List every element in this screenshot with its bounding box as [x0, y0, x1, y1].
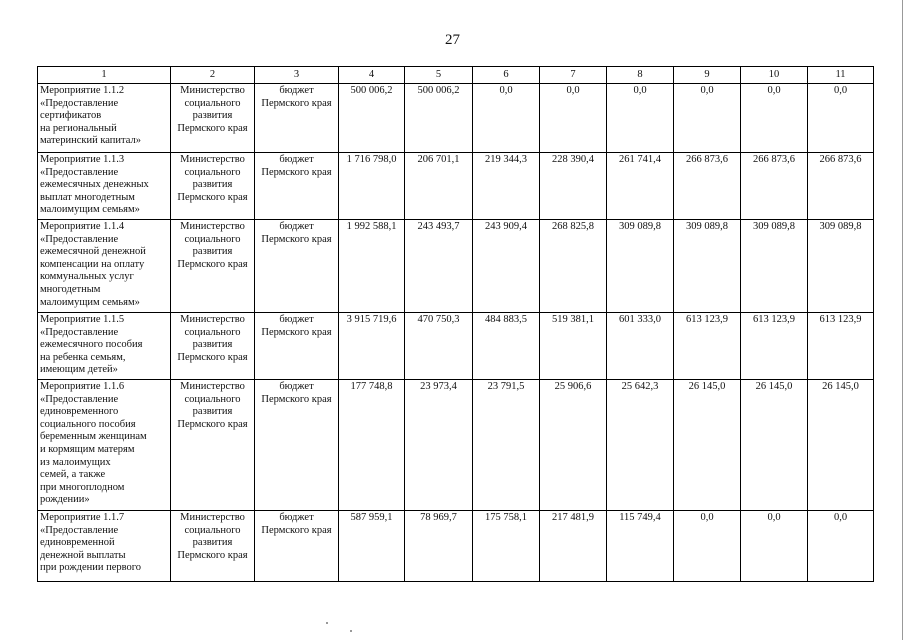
activity-name: Мероприятие 1.1.5 «Предоставление ежемесячного пособия на ребенка семьям, имеющим детей»	[38, 313, 171, 380]
total-value: 500 006,2	[339, 84, 405, 153]
year-value: 309 089,8	[674, 220, 741, 313]
year-value: 23 791,5	[473, 380, 540, 511]
year-value: 0,0	[674, 84, 741, 153]
total-value: 1 716 798,0	[339, 153, 405, 220]
column-number: 8	[607, 67, 674, 84]
column-number: 10	[741, 67, 808, 84]
year-value: 0,0	[808, 511, 874, 582]
column-number: 7	[540, 67, 607, 84]
year-value: 0,0	[741, 84, 808, 153]
year-value: 500 006,2	[405, 84, 473, 153]
year-value: 601 333,0	[607, 313, 674, 380]
activity-name: Мероприятие 1.1.2 «Предоставление сертификатов на региональный материнский капитал»	[38, 84, 171, 153]
activity-name: Мероприятие 1.1.4 «Предоставление ежемесячной денежной компенсации на оплату коммунальных услуг многодетным малоимущим семьям»	[38, 220, 171, 313]
year-value: 261 741,4	[607, 153, 674, 220]
scan-edge-line	[902, 0, 903, 640]
year-value: 309 089,8	[808, 220, 874, 313]
table-row	[38, 153, 874, 220]
year-value: 0,0	[674, 511, 741, 582]
column-number: 4	[339, 67, 405, 84]
year-value: 266 873,6	[741, 153, 808, 220]
column-number: 2	[171, 67, 255, 84]
year-value: 115 749,4	[607, 511, 674, 582]
year-value: 0,0	[808, 84, 874, 153]
year-value: 78 969,7	[405, 511, 473, 582]
year-value: 26 145,0	[741, 380, 808, 511]
year-value: 613 123,9	[741, 313, 808, 380]
funding-source: бюджет Пермского края	[255, 84, 339, 153]
total-value: 3 915 719,6	[339, 313, 405, 380]
year-value: 219 344,3	[473, 153, 540, 220]
funding-source: бюджет Пермского края	[255, 153, 339, 220]
year-value: 613 123,9	[808, 313, 874, 380]
responsible-executor: Министерство социального развития Пермского края	[171, 153, 255, 220]
year-value: 0,0	[473, 84, 540, 153]
funding-source: бюджет Пермского края	[255, 380, 339, 511]
activity-name: Мероприятие 1.1.7 «Предоставление единовременной денежной выплаты при рождении первого	[38, 511, 171, 582]
year-value: 175 758,1	[473, 511, 540, 582]
column-number: 6	[473, 67, 540, 84]
year-value: 309 089,8	[741, 220, 808, 313]
year-value: 25 642,3	[607, 380, 674, 511]
scan-speck	[326, 622, 328, 624]
year-value: 613 123,9	[674, 313, 741, 380]
year-value: 470 750,3	[405, 313, 473, 380]
funding-source: бюджет Пермского края	[255, 220, 339, 313]
funding-source: бюджет Пермского края	[255, 511, 339, 582]
year-value: 23 973,4	[405, 380, 473, 511]
year-value: 484 883,5	[473, 313, 540, 380]
activity-name: Мероприятие 1.1.6 «Предоставление единовременного социального пособия беременным женщинам и кормящим матерям из малоимущих семей, а также при многоплодном рождении»	[38, 380, 171, 511]
year-value: 266 873,6	[674, 153, 741, 220]
responsible-executor: Министерство социального развития Пермского края	[171, 380, 255, 511]
table-row	[38, 84, 874, 153]
responsible-executor: Министерство социального развития Пермского края	[171, 313, 255, 380]
year-value: 0,0	[540, 84, 607, 153]
year-value: 228 390,4	[540, 153, 607, 220]
year-value: 206 701,1	[405, 153, 473, 220]
column-number: 9	[674, 67, 741, 84]
scan-speck	[350, 630, 352, 632]
activity-name: Мероприятие 1.1.3 «Предоставление ежемесячных денежных выплат многодетным малоимущим семьям»	[38, 153, 171, 220]
column-numbers-row	[38, 67, 874, 84]
year-value: 0,0	[741, 511, 808, 582]
responsible-executor: Министерство социального развития Пермского края	[171, 84, 255, 153]
page-number: 27	[445, 32, 460, 48]
table-row	[38, 220, 874, 313]
year-value: 309 089,8	[607, 220, 674, 313]
year-value: 25 906,6	[540, 380, 607, 511]
year-value: 243 909,4	[473, 220, 540, 313]
column-number: 3	[255, 67, 339, 84]
column-number: 1	[38, 67, 171, 84]
year-value: 26 145,0	[674, 380, 741, 511]
year-value: 266 873,6	[808, 153, 874, 220]
year-value: 243 493,7	[405, 220, 473, 313]
total-value: 177 748,8	[339, 380, 405, 511]
year-value: 26 145,0	[808, 380, 874, 511]
total-value: 587 959,1	[339, 511, 405, 582]
funding-source: бюджет Пермского края	[255, 313, 339, 380]
responsible-executor: Министерство социального развития Пермского края	[171, 220, 255, 313]
responsible-executor: Министерство социального развития Пермского края	[171, 511, 255, 582]
year-value: 0,0	[607, 84, 674, 153]
column-number: 5	[405, 67, 473, 84]
column-number: 11	[808, 67, 874, 84]
year-value: 217 481,9	[540, 511, 607, 582]
year-value: 519 381,1	[540, 313, 607, 380]
total-value: 1 992 588,1	[339, 220, 405, 313]
budget-table	[37, 66, 874, 582]
table-row	[38, 313, 874, 380]
table-row	[38, 380, 874, 511]
year-value: 268 825,8	[540, 220, 607, 313]
table-row	[38, 511, 874, 582]
